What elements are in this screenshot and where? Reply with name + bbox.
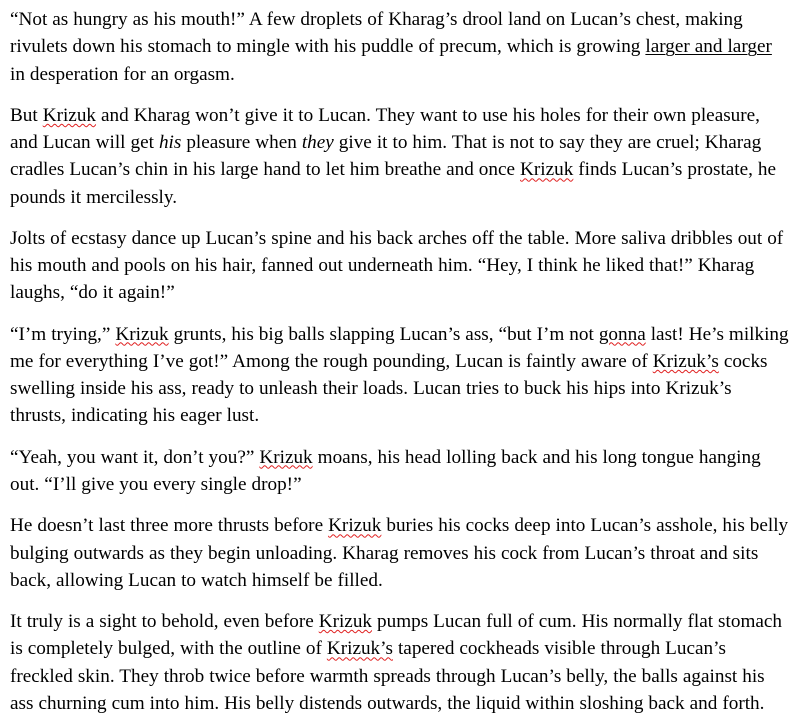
text-run: Jolts of ecstasy dance up Lucan’s spine and his back arches off the table. More saliva dribbles out of his mouth and pools on his hair, fanned out underneath him. “Hey, I think he liked that!” Kharag laughs, “do it again!” xyxy=(10,227,784,304)
text-run: cocks swelling inside his ass, ready to unleash their loads. Lucan tries to buck his hips into Krizuk’s thrusts, indicating his eager lust. xyxy=(10,350,768,427)
paragraph xyxy=(10,102,790,211)
text-run: give it to him. That is not to say they are cruel; Kharag cradles Lucan’s chin in his large hand to let him breathe and once xyxy=(10,132,762,181)
spellcheck-word: Krizuk xyxy=(318,611,373,633)
text-run: But xyxy=(10,104,43,126)
text-run: and Kharag won’t give it to Lucan. They want to use his holes for their own pleasure, and Lucan will get xyxy=(10,104,760,154)
paragraph xyxy=(10,321,790,430)
text-run: It truly is a sight to behold, even before xyxy=(10,611,319,633)
text-run: tapered cockheads visible through Lucan’s freckled skin. They throb twice before warmth spreads through Lucan’s belly, the balls against his ass churning cum into him. His belly distends outwards, the liquid within sloshing back and forth. xyxy=(10,638,765,714)
spellcheck-word: Krizuk xyxy=(115,323,169,345)
paragraph-container xyxy=(10,6,790,717)
text-run: buries his cocks deep into Lucan’s asshole, his belly bulging outwards as they begin unloading. Kharag removes his cock from Lucan’s throat and sits back, allowing Lucan to watch himself be filled. xyxy=(10,515,789,591)
spellcheck-word: Krizuk xyxy=(42,104,97,126)
text-run: “I’m trying,” xyxy=(10,323,116,345)
emphasis-text: his xyxy=(158,132,182,154)
text-run: grunts, his big balls slapping Lucan’s ass, “but I’m not xyxy=(168,323,599,345)
text-run: “Not as hungry as his mouth!” A few droplets of Kharag’s drool land on Lucan’s chest, making rivulets down his stomach to mingle with his puddle of precum, which is growing xyxy=(10,9,743,58)
text-run: in desperation for an orgasm. xyxy=(10,63,235,85)
text-run: He doesn’t last three more thrusts before xyxy=(10,515,329,537)
text-run: pleasure when xyxy=(181,132,302,154)
paragraph xyxy=(10,444,790,499)
spellcheck-word: gonna xyxy=(598,323,646,345)
spellcheck-word: Krizuk’s xyxy=(652,350,719,372)
spellcheck-word: Krizuk xyxy=(259,446,313,468)
text-run: pumps Lucan full of cum. His normally flat stomach is completely bulged, with the outline of xyxy=(10,611,782,660)
paragraph xyxy=(10,225,790,307)
underlined-text: larger and larger xyxy=(645,36,772,58)
text-run: moans, his head lolling back and his long tongue hanging out. “I’ll give you every single drop!” xyxy=(10,446,761,495)
paragraph xyxy=(10,512,790,594)
spellcheck-word: Krizuk’s xyxy=(326,638,393,660)
text-run: “Yeah, you want it, don’t you?” xyxy=(10,446,260,468)
paragraph xyxy=(10,6,790,88)
text-run: finds Lucan’s prostate, he pounds it mercilessly. xyxy=(10,159,777,208)
spellcheck-word: Krizuk xyxy=(328,515,382,537)
text-run: last! He’s milking me for everything I’ve got!” Among the rough pounding, Lucan is faintly aware of xyxy=(10,323,789,372)
spellcheck-word: Krizuk xyxy=(520,159,574,181)
emphasis-text: they xyxy=(301,132,334,154)
paragraph xyxy=(10,608,790,717)
